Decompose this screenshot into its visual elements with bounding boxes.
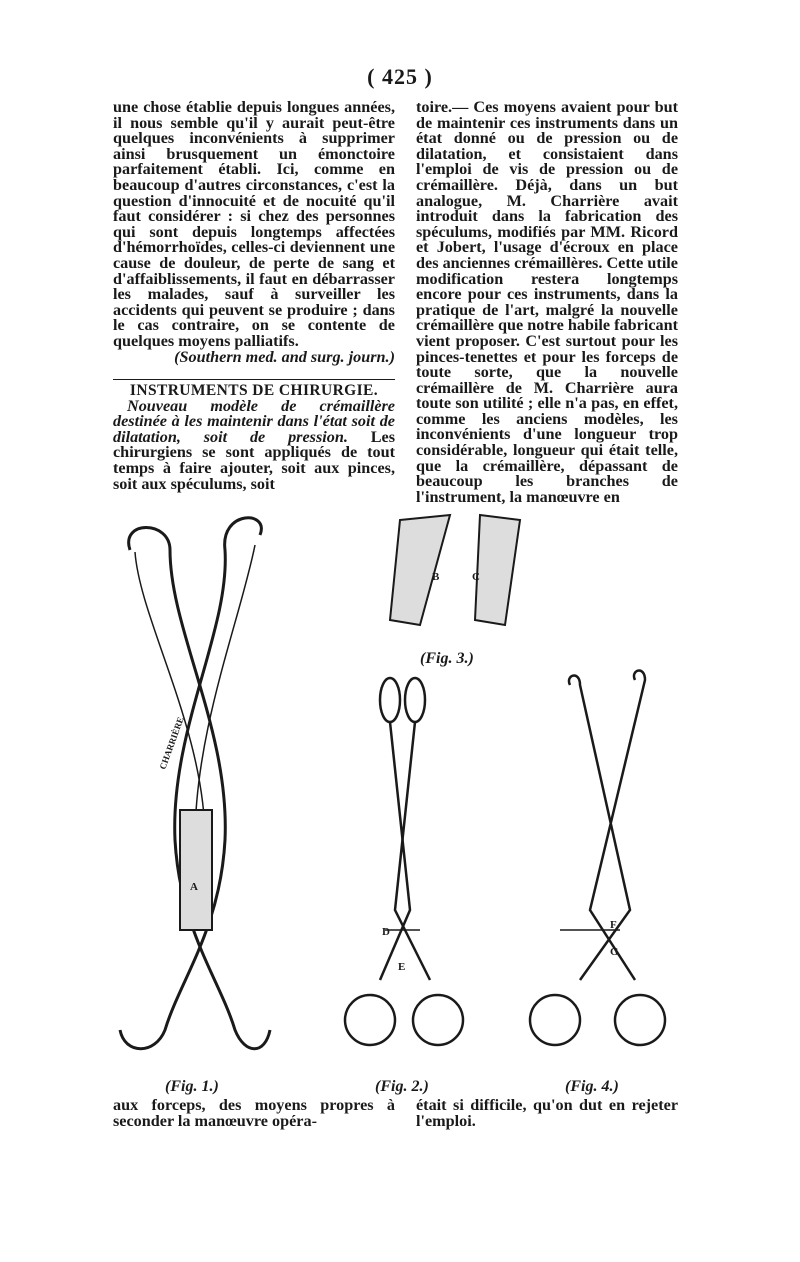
label-e: E xyxy=(398,961,406,973)
label-c: C xyxy=(472,571,480,583)
bottom-left-text: aux forceps, des moyens propres à seconder la manœuvre opéra- xyxy=(113,1096,395,1130)
left-column xyxy=(113,100,395,492)
section-text: Les chirurgiens se sont appliqués de tout temps à faire ajouter, soit aux pinces, soit aux spéculums, soit xyxy=(113,427,395,493)
right-column xyxy=(416,100,678,505)
fig4-caption: (Fig. 4.) xyxy=(565,1078,619,1095)
bottom-right-text: était si difficile, qu'on dut en rejeter l'emploi. xyxy=(416,1096,678,1130)
paragraph: une chose établie depuis longues années, il nous semble qu'il y aurait peut-être quelques inconvénients à supprimer ainsi brusquement un émonctoire parfaitement établi. Ici, comme en beaucoup d'autres circonstances, c'est la question d'innocuité et de nocuité qu'il faut considérer : si chez des personnes qui sont depuis longtemps affectées d'hémorrhoïdes, celles-ci deviennent une cause de douleur, de perte de sang et d'affaiblissements, il faut en débarrasser les malades, sauf à surveiller les accidents qui peuvent se produire ; dans le cas contraire, on se contente de quelques moyens palliatifs. xyxy=(113,98,395,350)
forceps-figure xyxy=(120,518,270,1049)
figures-plate xyxy=(110,510,690,1100)
paragraph: toire.— Ces moyens avaient pour but de maintenir ces instruments dans un état donné ou de pression ou de dilatation, et consistaient dans l'emploi de vis de pression ou de crémaillère. Déjà, dans un but analogue, M. Charrière avait introduit dans la fabrication des spéculums, modifiés par MM. Ricord et Jobert, l'usage d'écroux en place des anciennes crémaillères. Cette utile modification restera longtemps encore pour ces instruments, dans la pratique de l'art, malgré la nouvelle crémaillère que notre habile fabricant vient proposer. C'est surtout pour les pinces-tenettes et pour les forceps de toute sorte, que la nouvelle crémaillère de M. Charrière aura toute son utilité ; elle n'a pas, en effet, comme les anciens modèles, les inconvénients d'une longueur trop considérable, longueur qui était telle, que la crémaillère, dépassant de beaucoup les branches de l'instrument, la manœuvre en xyxy=(416,98,678,506)
instrument-engravings xyxy=(110,510,690,1100)
label-a: A xyxy=(190,881,198,893)
section-title: INSTRUMENTS DE CHIRURGIE. xyxy=(113,379,395,399)
label-b: B xyxy=(432,571,440,583)
citation: (Southern med. and surg. journ.) xyxy=(174,347,395,366)
fig2-caption: (Fig. 2.) xyxy=(375,1078,429,1095)
label-d: D xyxy=(382,926,390,938)
fig1-caption: (Fig. 1.) xyxy=(165,1078,219,1095)
engraved-maker: CHARRIÈRE xyxy=(157,715,186,771)
detail-figure xyxy=(390,515,520,625)
section-subtitle: Nouveau modèle de crémaillère destinée à les maintenir dans l'état soit de dilatation, soit de pression. xyxy=(113,396,395,446)
hook-figure xyxy=(530,671,665,1045)
label-f: F xyxy=(610,919,617,931)
label-g: G xyxy=(610,946,619,958)
fig3-caption: (Fig. 3.) xyxy=(420,650,474,667)
page-number: ( 425 ) xyxy=(367,64,433,89)
tenette-figure xyxy=(345,678,463,1045)
